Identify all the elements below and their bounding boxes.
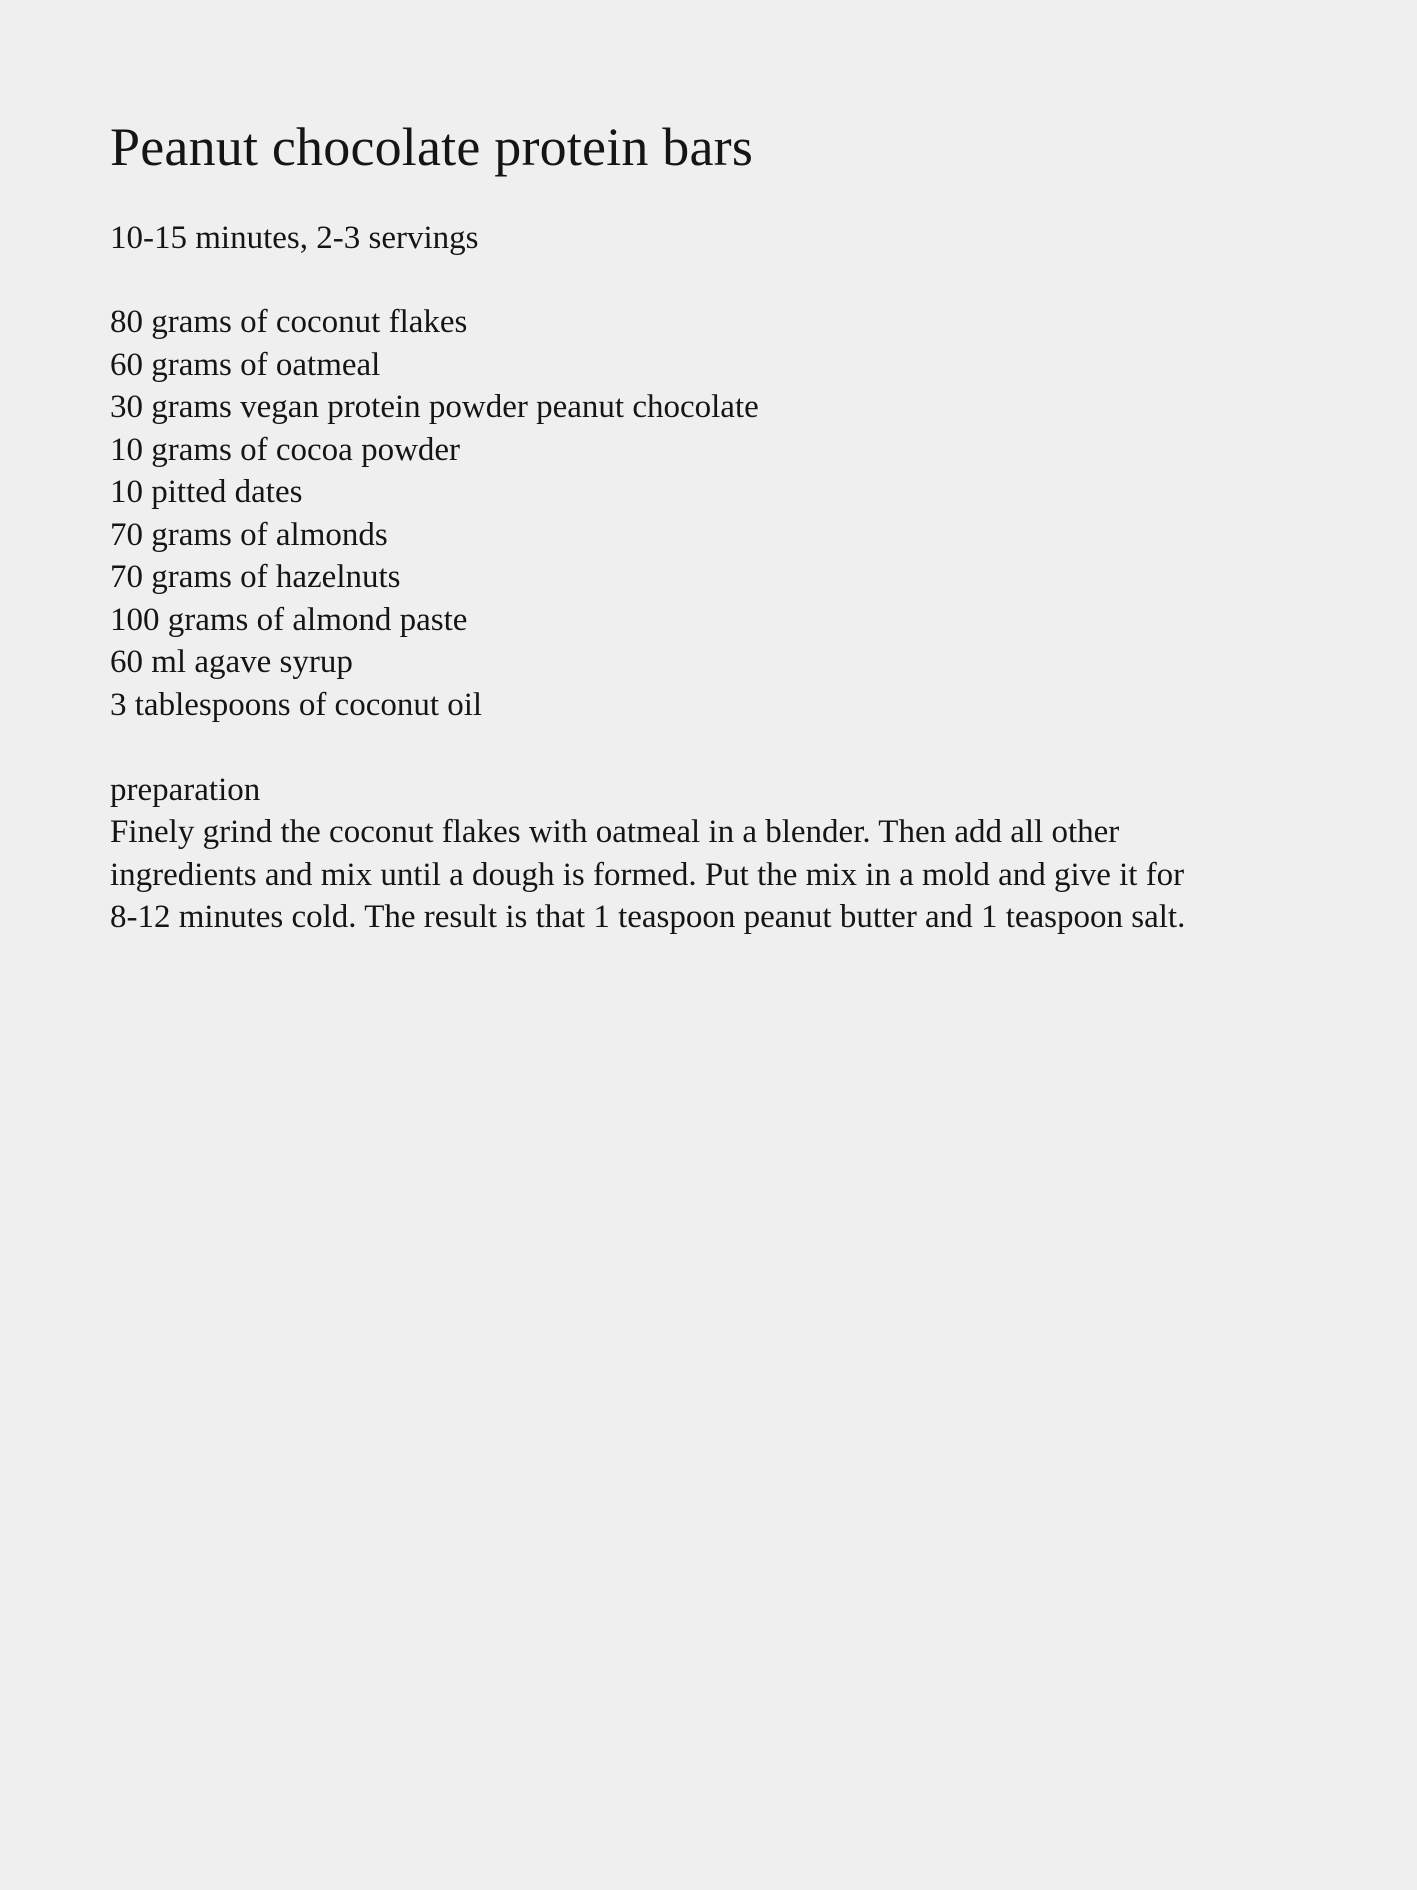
preparation-heading: preparation <box>110 772 261 808</box>
ingredient-item: 10 pitted dates <box>110 474 303 510</box>
ingredient-item: 60 ml agave syrup <box>110 644 353 680</box>
recipe-content <box>110 113 1310 939</box>
ingredient-item: 3 tablespoons of coconut oil <box>110 686 483 723</box>
preparation-line: 8-12 minutes cold. The result is that 1 teaspoon peanut butter and 1 teaspoon salt. <box>110 899 1186 935</box>
ingredient-item: 60 grams of oatmeal <box>110 346 381 383</box>
ingredient-item: 70 grams of almonds <box>110 516 388 553</box>
ingredient-item: 80 grams of coconut flakes <box>110 304 468 340</box>
ingredient-item: 30 grams vegan protein powder peanut chocolate <box>110 389 759 425</box>
recipe-title: Peanut chocolate protein bars <box>110 117 754 177</box>
preparation-text <box>110 811 1310 939</box>
recipe-time-servings: 10-15 minutes, 2-3 servings <box>110 220 479 256</box>
ingredient-item: 70 grams of hazelnuts <box>110 559 401 595</box>
ingredient-list <box>110 301 1310 726</box>
ingredient-item: 100 grams of almond paste <box>110 601 468 638</box>
preparation-line: Finely grind the coconut flakes with oatmeal in a blender. Then add all other <box>110 814 1120 850</box>
ingredient-item: 10 grams of cocoa powder <box>110 431 461 468</box>
preparation-line: ingredients and mix until a dough is formed. Put the mix in a mold and give it for <box>110 856 1185 893</box>
